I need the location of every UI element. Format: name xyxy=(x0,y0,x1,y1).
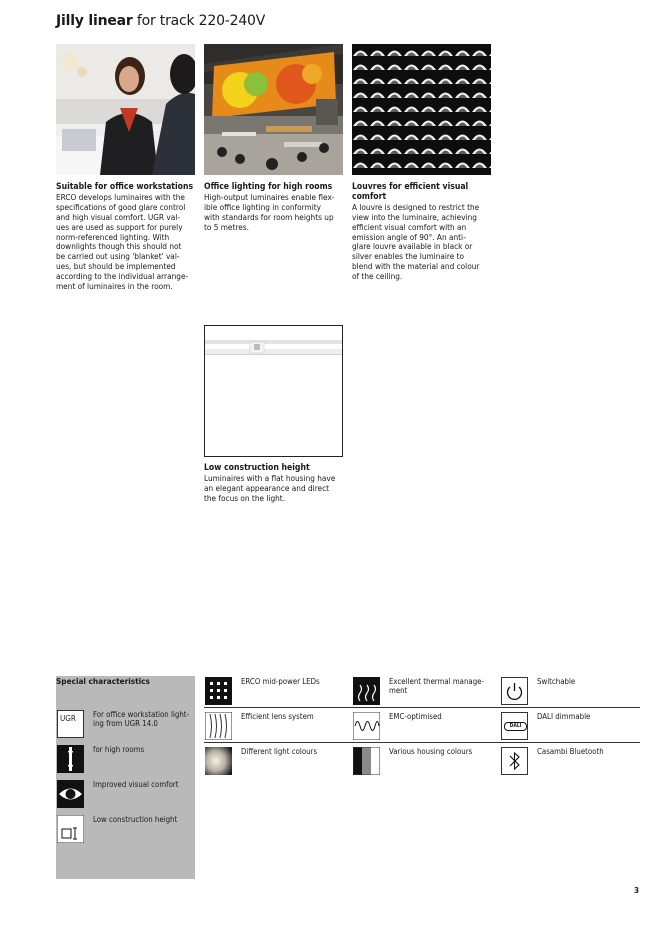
special-characteristics-title: Special characteristics xyxy=(56,676,150,686)
feature-lens xyxy=(204,710,343,744)
thermal-icon xyxy=(353,677,380,705)
ugr-icon: UGR xyxy=(57,710,84,738)
card-office-workstations xyxy=(56,183,198,292)
card-high-rooms xyxy=(204,183,346,233)
dali-icon: DALI xyxy=(501,712,528,740)
feature-emc xyxy=(352,710,491,744)
card-heading: Low construction height xyxy=(204,463,310,473)
louvre-photo xyxy=(352,44,491,175)
feature-label: DALI dimmable xyxy=(537,712,591,721)
low-height-icon xyxy=(57,815,84,843)
feature-label: Various housing colours xyxy=(389,747,473,756)
feature-dali xyxy=(500,710,639,744)
card-text: High-output luminaires enable flex- ible office lighting in conformity with standards for room heights up to 5 metres. xyxy=(204,191,335,232)
power-icon xyxy=(501,677,528,705)
low-construction-photo xyxy=(204,325,343,457)
emc-icon xyxy=(353,712,380,740)
feature-label: EMC-optimised xyxy=(389,712,442,721)
feature-label: Efficient lens system xyxy=(241,712,314,721)
eye-icon xyxy=(57,780,84,808)
page-title: Jilly linear for track 220-240V xyxy=(56,13,266,29)
special-item-label: Low construction height xyxy=(93,815,178,824)
housing-colour-icon xyxy=(353,747,380,775)
card-text: Luminaires with a flat housing have an elegant appearance and direct the focus on the light. xyxy=(204,472,336,503)
feature-switchable xyxy=(500,675,639,709)
high-room-office-photo xyxy=(204,44,343,175)
card-heading: Suitable for office workstations xyxy=(56,182,194,192)
feature-label: Switchable xyxy=(537,677,576,686)
page-number: 3 xyxy=(634,886,640,895)
feature-label: Different light colours xyxy=(241,747,318,756)
card-low-construction xyxy=(204,464,346,504)
special-item-visual-comfort xyxy=(56,778,195,812)
feature-label: ERCO mid-power LEDs xyxy=(241,677,320,686)
card-text: A louvre is designed to restrict the view into the luminaire, achieving efficient visual comfort with an emission angle of 90°. An anti- glare louvre available in black or silver enables the luminaire to blend with the material and colour of the ceiling. xyxy=(352,201,480,282)
light-colour-icon xyxy=(205,747,232,775)
special-item-label: Improved visual comfort xyxy=(93,780,179,789)
special-item-high-rooms xyxy=(56,743,195,777)
feature-housing-colour xyxy=(352,745,491,779)
bluetooth-icon xyxy=(501,747,528,775)
special-item-ugr xyxy=(56,708,195,742)
feature-light-colour xyxy=(204,745,343,779)
special-item-label: for high rooms xyxy=(93,745,145,754)
card-heading: Office lighting for high rooms xyxy=(204,182,333,192)
office-workstation-photo xyxy=(56,44,195,175)
feature-label: Excellent thermal manage- ment xyxy=(389,677,485,696)
card-text: ERCO develops luminaires with the specifications of good glare control and high visual comfort. UGR val- ues are used as support for purely norm-referenced lighting. With downlights though this should not be carried out using 'blanket' val- ues, but should be implemented according to the individual arrange- ment of luminaires in the room. xyxy=(56,191,189,292)
led-grid-icon xyxy=(205,677,232,705)
feature-bluetooth xyxy=(500,745,639,779)
special-item-label: For office workstation light- ing from UGR 14.0 xyxy=(93,710,190,729)
special-item-low-height xyxy=(56,813,195,847)
feature-label: Casambi Bluetooth xyxy=(537,747,604,756)
card-louvres xyxy=(352,183,494,282)
feature-thermal xyxy=(352,675,491,709)
high-rooms-icon xyxy=(57,745,84,773)
feature-led xyxy=(204,675,343,709)
lens-icon xyxy=(205,712,232,740)
card-heading: Louvres for efficient visual comfort xyxy=(352,182,469,202)
